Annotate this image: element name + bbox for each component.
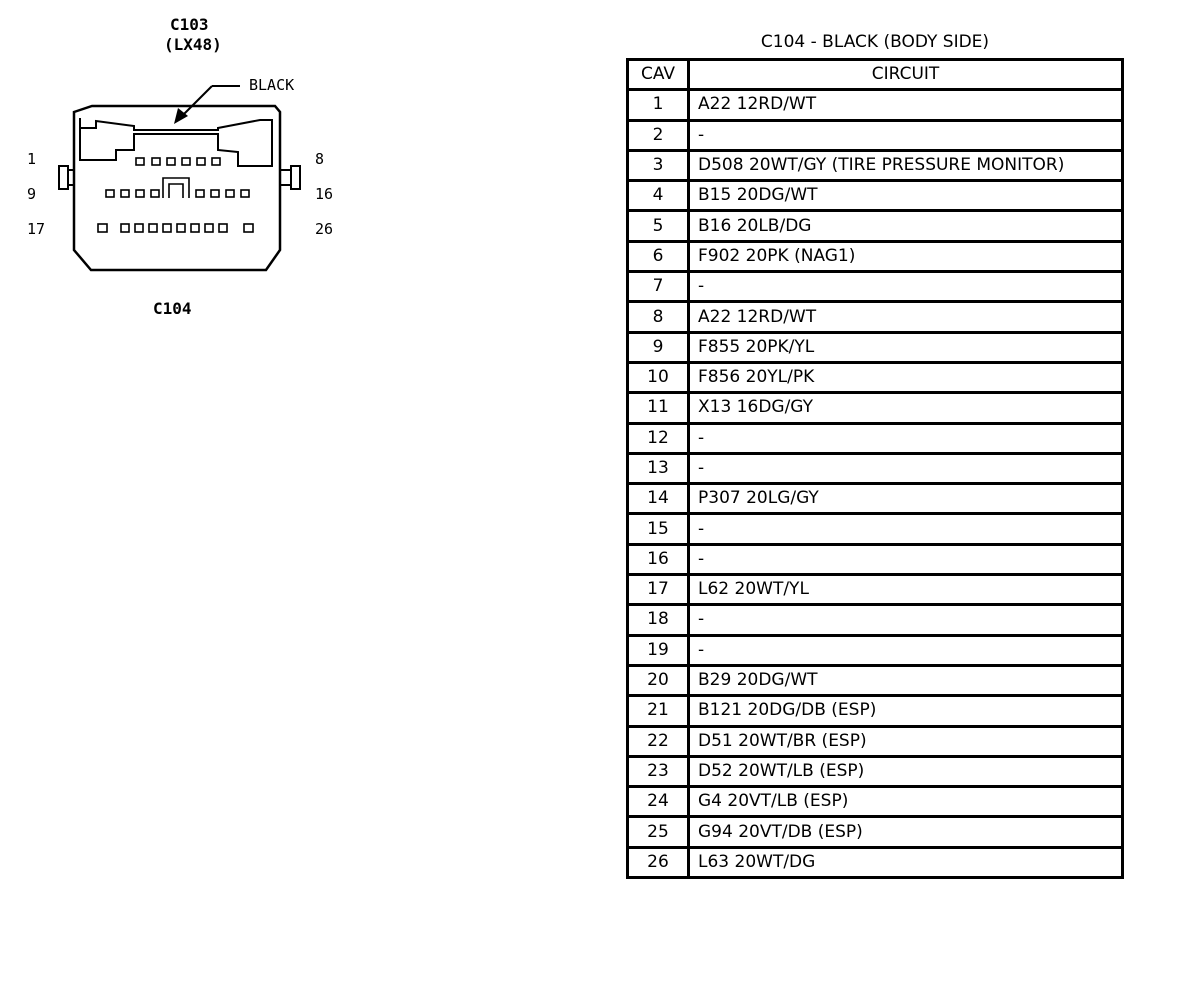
circuit-cell: F902 20PK (NAG1) <box>689 241 1123 271</box>
cav-cell: 17 <box>628 575 689 605</box>
circuit-cell: X13 16DG/GY <box>689 393 1123 423</box>
cav-cell: 15 <box>628 514 689 544</box>
circuit-cell: P307 20LG/GY <box>689 484 1123 514</box>
circuit-cell: - <box>689 423 1123 453</box>
table-row <box>628 302 1123 332</box>
connector-part-number: (LX48) <box>164 35 222 54</box>
table-row <box>628 847 1123 877</box>
cav-cell: 14 <box>628 484 689 514</box>
table-header-row <box>628 60 1123 90</box>
table-row <box>628 332 1123 362</box>
table-row <box>628 665 1123 695</box>
connector-title: C103 <box>170 15 209 34</box>
table-row <box>628 453 1123 483</box>
cav-cell: 20 <box>628 665 689 695</box>
cav-cell: 6 <box>628 241 689 271</box>
table-row <box>628 393 1123 423</box>
connector-color-callout: BLACK <box>249 76 295 94</box>
cav-cell: 24 <box>628 787 689 817</box>
cav-cell: 5 <box>628 211 689 241</box>
connector-caption: C104 <box>153 299 192 318</box>
table-row <box>628 181 1123 211</box>
pin-label-row2-left: 9 <box>27 185 37 203</box>
circuit-cell: L62 20WT/YL <box>689 575 1123 605</box>
circuit-cell: G4 20VT/LB (ESP) <box>689 787 1123 817</box>
cav-cell: 7 <box>628 272 689 302</box>
circuit-cell: - <box>689 453 1123 483</box>
table-row <box>628 211 1123 241</box>
cav-cell: 3 <box>628 150 689 180</box>
table-row <box>628 272 1123 302</box>
circuit-cell: B29 20DG/WT <box>689 665 1123 695</box>
cav-cell: 22 <box>628 726 689 756</box>
circuit-cell: G94 20VT/DB (ESP) <box>689 817 1123 847</box>
cav-cell: 16 <box>628 544 689 574</box>
table-row <box>628 787 1123 817</box>
table-row <box>628 90 1123 120</box>
table-row <box>628 544 1123 574</box>
cav-cell: 19 <box>628 635 689 665</box>
circuit-cell: - <box>689 272 1123 302</box>
table-row <box>628 150 1123 180</box>
cav-cell: 13 <box>628 453 689 483</box>
column-header-cav: CAV <box>628 60 689 90</box>
circuit-cell: L63 20WT/DG <box>689 847 1123 877</box>
table-row <box>628 241 1123 271</box>
circuit-cell: D52 20WT/LB (ESP) <box>689 756 1123 786</box>
circuit-cell: B15 20DG/WT <box>689 181 1123 211</box>
cav-cell: 12 <box>628 423 689 453</box>
table-title: C104 - BLACK (BODY SIDE) <box>760 32 990 52</box>
cav-cell: 23 <box>628 756 689 786</box>
cav-cell: 10 <box>628 362 689 392</box>
circuit-cell: A22 12RD/WT <box>689 302 1123 332</box>
circuit-cell: B121 20DG/DB (ESP) <box>689 696 1123 726</box>
table-row <box>628 817 1123 847</box>
table-row <box>628 635 1123 665</box>
circuit-cell: B16 20LB/DG <box>689 211 1123 241</box>
table-row <box>628 726 1123 756</box>
pin-label-row3-right: 26 <box>315 220 334 238</box>
table-row <box>628 120 1123 150</box>
circuit-cell: F856 20YL/PK <box>689 362 1123 392</box>
pin-label-row1-right: 8 <box>315 150 325 168</box>
cav-cell: 2 <box>628 120 689 150</box>
circuit-cell: - <box>689 635 1123 665</box>
circuit-cell: - <box>689 605 1123 635</box>
table-row <box>628 696 1123 726</box>
circuit-cell: D51 20WT/BR (ESP) <box>689 726 1123 756</box>
table-row <box>628 423 1123 453</box>
cav-cell: 11 <box>628 393 689 423</box>
pin-label-row2-right: 16 <box>315 185 334 203</box>
cav-cell: 21 <box>628 696 689 726</box>
circuit-cell: F855 20PK/YL <box>689 332 1123 362</box>
table-row <box>628 575 1123 605</box>
cav-cell: 26 <box>628 847 689 877</box>
table-body <box>628 90 1123 878</box>
circuit-cell: - <box>689 544 1123 574</box>
pin-label-row1-left: 1 <box>27 150 37 168</box>
cav-cell: 4 <box>628 181 689 211</box>
column-header-circuit: CIRCUIT <box>689 60 1123 90</box>
table-row <box>628 605 1123 635</box>
table-row <box>628 756 1123 786</box>
cav-cell: 8 <box>628 302 689 332</box>
table-row <box>628 514 1123 544</box>
pinout-table <box>626 58 1124 879</box>
table-row <box>628 484 1123 514</box>
cav-cell: 1 <box>628 90 689 120</box>
circuit-cell: - <box>689 120 1123 150</box>
cav-cell: 9 <box>628 332 689 362</box>
circuit-cell: - <box>689 514 1123 544</box>
pin-label-row3-left: 17 <box>27 220 46 238</box>
circuit-cell: D508 20WT/GY (TIRE PRESSURE MONITOR) <box>689 150 1123 180</box>
cav-cell: 25 <box>628 817 689 847</box>
circuit-cell: A22 12RD/WT <box>689 90 1123 120</box>
connector-diagram <box>0 0 360 340</box>
cav-cell: 18 <box>628 605 689 635</box>
table-row <box>628 362 1123 392</box>
